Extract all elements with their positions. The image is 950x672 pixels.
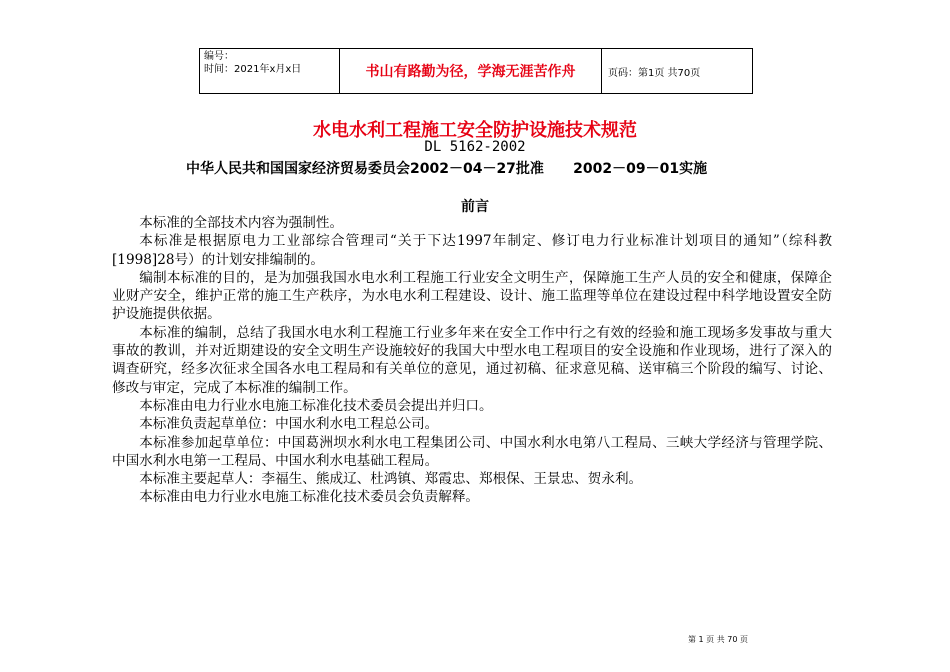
foreword-paragraph: 本标准由电力行业水电施工标准化技术委员会负责解释。 (139, 489, 480, 506)
standard-number: DL 5162-2002 (424, 139, 526, 155)
foreword-paragraph: 本标准由电力行业水电施工标准化技术委员会提出并归口。 (139, 397, 493, 414)
header-motto: 书山有路勤为径，学海无涯苦作舟 (340, 49, 602, 93)
document-header-table (199, 48, 753, 94)
header-number-label: 编号： (204, 51, 234, 62)
section-title-foreword: 前言 (461, 199, 489, 215)
page-footer: 第 1 页 共 70 页 (688, 635, 748, 644)
approval-line: 中华人民共和国国家经济贸易委员会2002－04－27批准 2002－09－01实施 (186, 161, 708, 177)
foreword-paragraph: 本标准负责起草单位：中国水利水电工程总公司。 (139, 416, 439, 433)
foreword-paragraph: 本标准参加起草单位：中国葛洲坝水利水电工程集团公司、中国水利水电第八工程局、三峡大学经济与管理学院、中国水利水电第一工程局、中国水利水电基础工程局。 (112, 434, 832, 469)
header-meta-cell (200, 49, 340, 93)
header-page-label: 页码：第1页 共70页 (608, 67, 701, 79)
foreword-paragraph: 本标准的全部技术内容为强制性。 (139, 215, 344, 231)
foreword-body (112, 214, 832, 507)
foreword-paragraph: 本标准是根据原电力工业部综合管理司“关于下达1997年制定、修订电力行业标准计划项目的通知”（综科教[1998]28号）的计划安排编制的。 (112, 233, 832, 268)
foreword-paragraph: 编制本标准的目的，是为加强我国水电水利工程施工行业安全文明生产，保障施工生产人员的安全和健康，保障企业财产安全，维护正常的施工生产秩序，为水电水利工程建设、设计、施工监理等单位在建设过程中科学地设置安全防护设施提供依据。 (112, 269, 832, 323)
document-title: 水电水利工程施工安全防护设施技术规范 (313, 120, 637, 141)
header-time-label: 时间：2021年x月x日 (204, 64, 302, 75)
foreword-paragraph: 本标准的编制，总结了我国水电水利工程施工行业多年来在安全工作中行之有效的经验和施工现场多发事故与重大事故的教训，并对近期建设的安全文明生产设施较好的我国大中型水电工程项目的安全设施和作业现场，进行了深入的调查研究，经多次征求全国各水电工程局和有关单位的意见，通过初稿、征求意见稿、送审稿三个阶段的编写、讨论、修改与审定，完成了本标准的编制工作。 (112, 324, 832, 396)
foreword-paragraph: 本标准主要起草人：李福生、熊成辽、杜鸿镇、郑霞忠、郑根保、王景忠、贺永利。 (139, 471, 643, 488)
